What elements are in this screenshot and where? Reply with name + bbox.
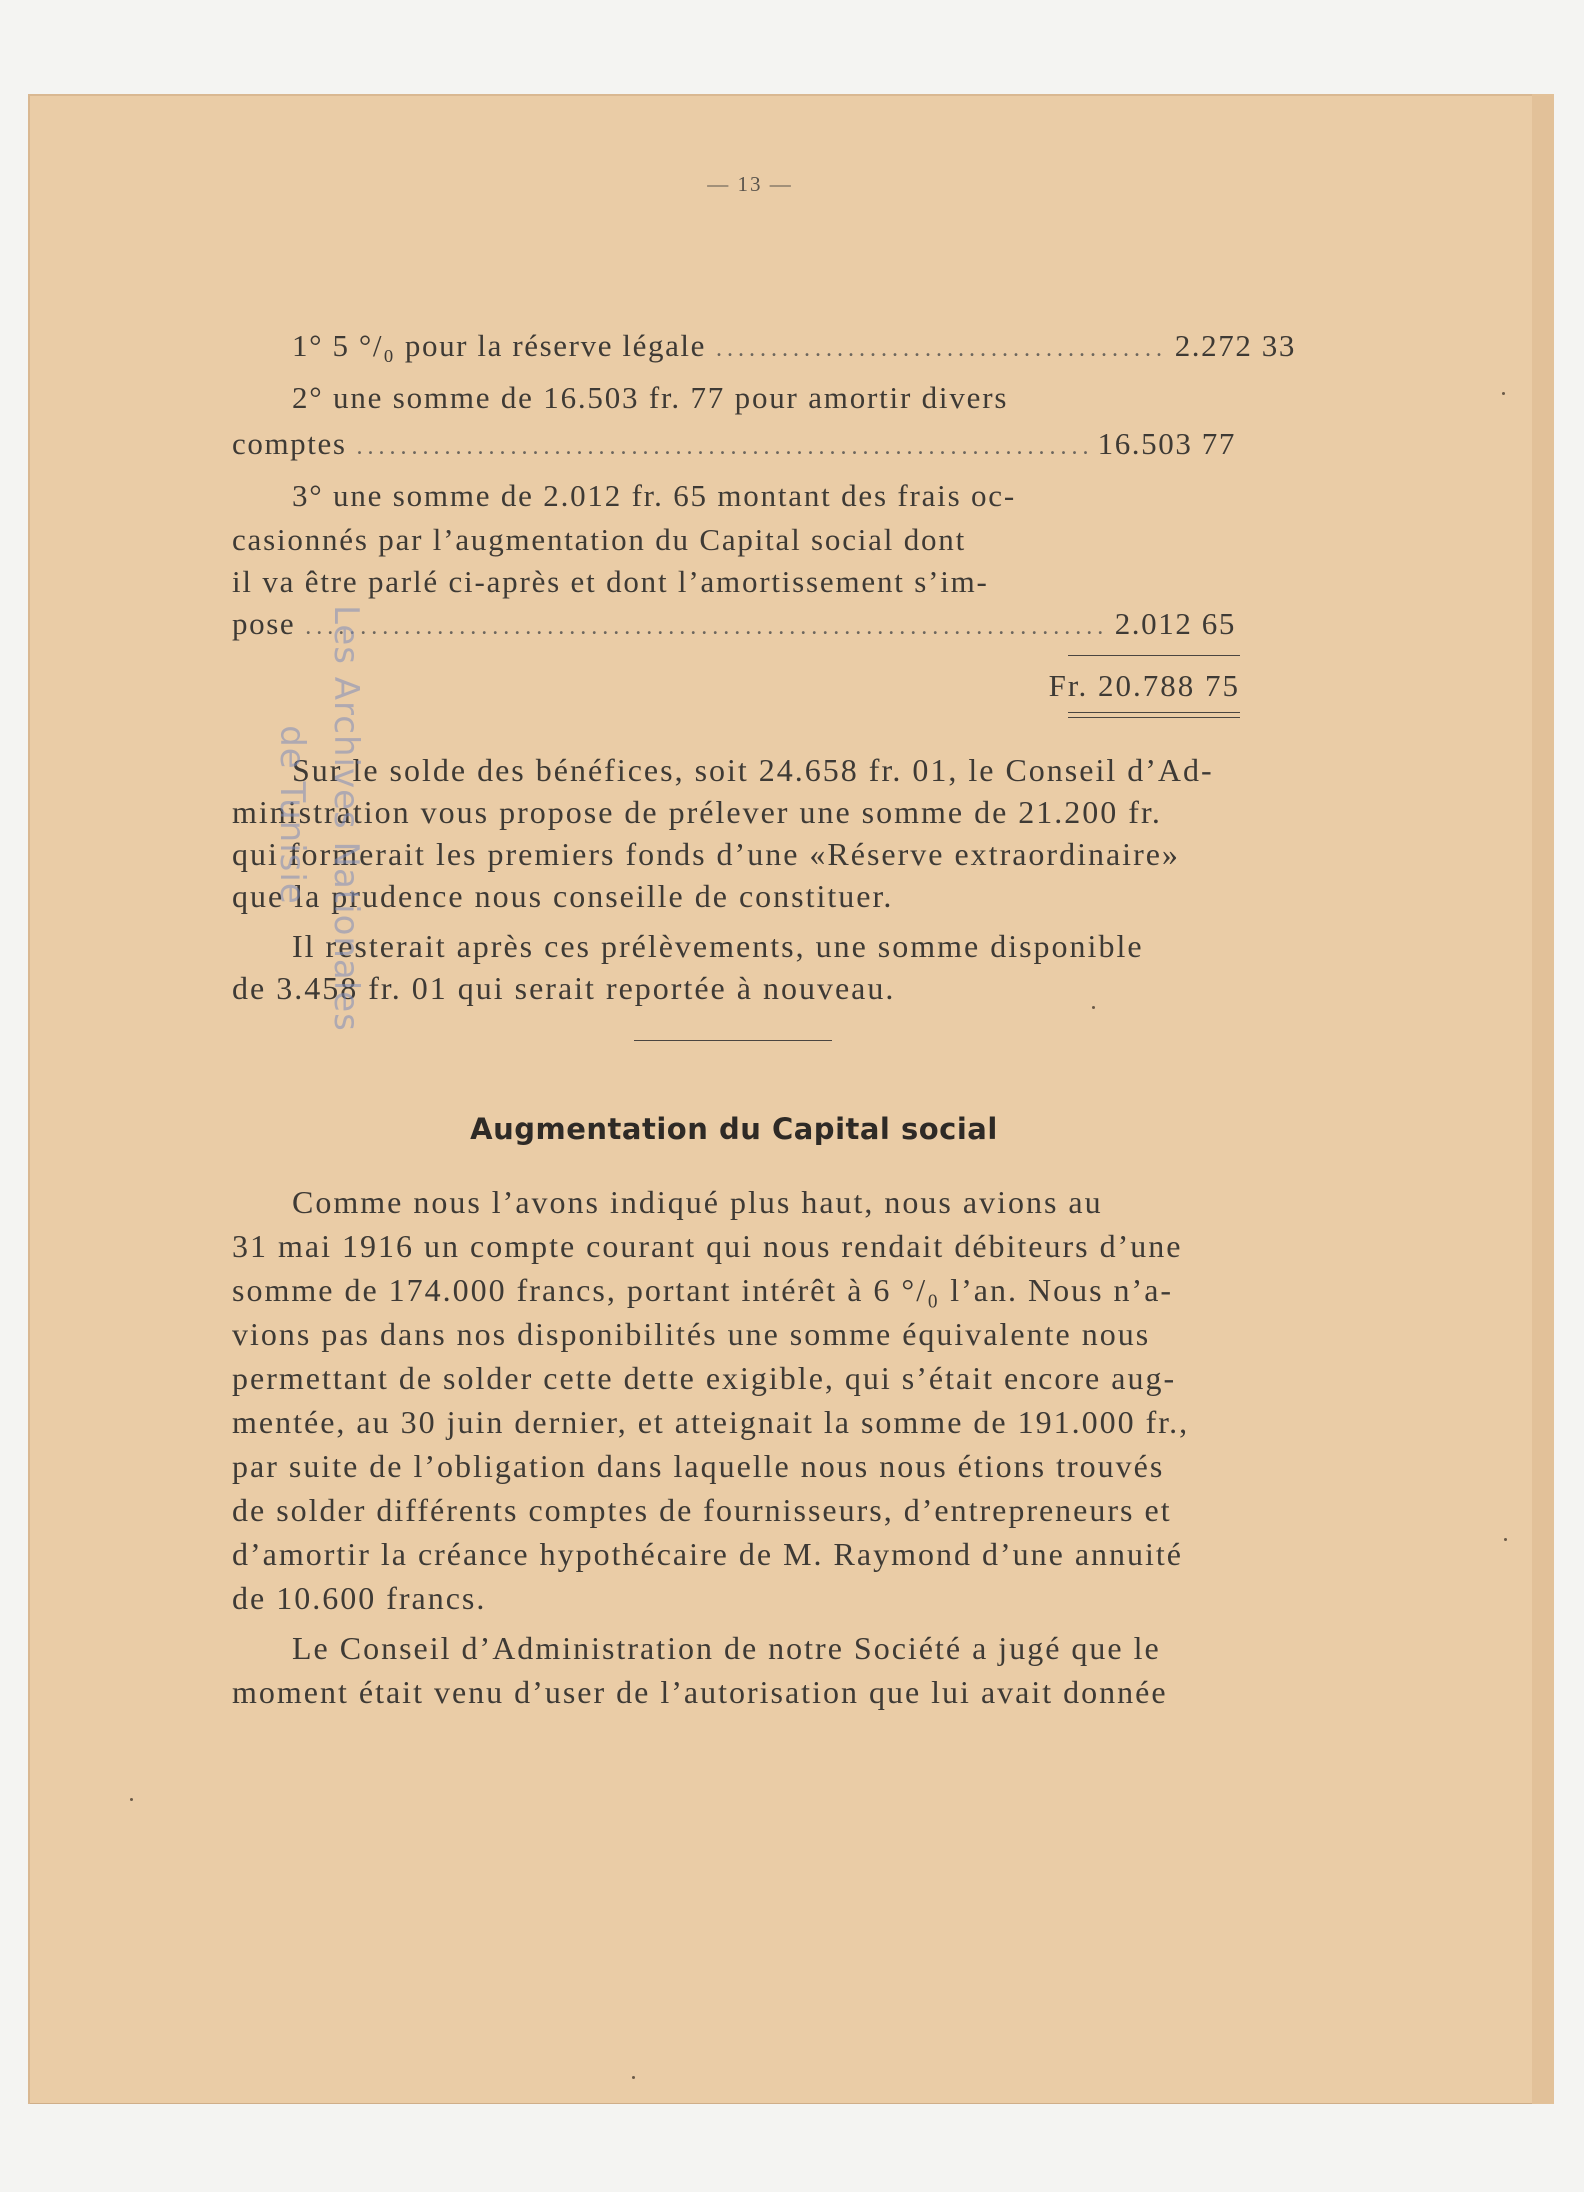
- sum-rule: [1068, 655, 1240, 656]
- ledger-amount: 2.272 33: [1174, 328, 1296, 363]
- ledger-text-line: 3° une somme de 2.012 fr. 65 montant des frais oc-: [292, 478, 1016, 513]
- paragraph-line: somme de 174.000 francs, portant intérêt à 6 °/₀ l’an. Nous n’a-: [232, 1272, 1174, 1308]
- scan-speck: [1504, 1538, 1507, 1541]
- paragraph-line: de 3.458 fr. 01 qui serait reportée à nouveau.: [232, 970, 896, 1006]
- ledger-total: Fr. 20.788 75: [1048, 668, 1240, 703]
- paragraph-line: de solder différents comptes de fournisseurs, d’entrepreneurs et: [232, 1492, 1172, 1528]
- paragraph-line: Il resterait après ces prélèvements, une somme disponible: [292, 928, 1144, 964]
- ledger-text-line: casionnés par l’augmentation du Capital social dont: [232, 522, 967, 557]
- paragraph-line: par suite de l’obligation dans laquelle nous nous étions trouvés: [232, 1448, 1165, 1484]
- paragraph-line: Le Conseil d’Administration de notre Société a jugé que le: [292, 1630, 1161, 1666]
- stamp-line: de Tunisie: [272, 725, 312, 905]
- ledger-row-comptes: [232, 426, 1236, 466]
- page-number: — 13 —: [707, 172, 793, 196]
- paragraph-line: 31 mai 1916 un compte courant qui nous rendait débiteurs d’une: [232, 1228, 1183, 1264]
- scan-speck: [1502, 392, 1505, 395]
- dot-leader: [716, 336, 1165, 363]
- ledger-text-line: 2° une somme de 16.503 fr. 77 pour amortir divers: [292, 380, 1009, 415]
- ledger-row-pose: [232, 606, 1236, 646]
- ledger-row-reserve-legale: [232, 328, 1296, 368]
- ledger-amount: 2.012 65: [1114, 606, 1236, 641]
- paragraph-line: Comme nous l’avons indiqué plus haut, nous avions au: [292, 1184, 1103, 1220]
- paragraph-line: de 10.600 francs.: [232, 1580, 487, 1616]
- ledger-label: 1° 5 °/₀ pour la réserve légale: [292, 328, 707, 363]
- paragraph-line: mentée, au 30 juin dernier, et atteignait la somme de 191.000 fr.,: [232, 1404, 1190, 1440]
- paragraph-line: permettant de solder cette dette exigible, qui s’était encore aug-: [232, 1360, 1177, 1396]
- ledger-label: comptes: [232, 426, 347, 461]
- paragraph-line: moment était venu d’user de l’autorisation que lui avait donnée: [232, 1674, 1168, 1710]
- ledger-amount: 16.503 77: [1097, 426, 1236, 461]
- paragraph-line: d’amortir la créance hypothécaire de M. Raymond d’une annuité: [232, 1536, 1183, 1572]
- paragraph-line: que la prudence nous conseille de constituer.: [232, 878, 894, 914]
- scan-speck: [632, 2076, 635, 2079]
- scan-speck: [130, 1798, 133, 1801]
- paragraph-line: vions pas dans nos disponibilités une somme équivalente nous: [232, 1316, 1151, 1352]
- paragraph-line: ministration vous propose de prélever une somme de 21.200 fr.: [232, 794, 1162, 830]
- archive-stamp: [223, 605, 373, 1032]
- section-heading: Augmentation du Capital social: [470, 1112, 998, 1146]
- dot-leader: [305, 614, 1104, 641]
- dot-leader: [357, 434, 1088, 461]
- section-separator: [634, 1040, 832, 1041]
- ledger-text-line: il va être parlé ci-après et dont l’amortissement s’im-: [232, 564, 989, 599]
- paragraph-line: qui formerait les premiers fonds d’une «Réserve extraordinaire»: [232, 836, 1180, 872]
- total-double-rule: [1068, 712, 1240, 718]
- paragraph-line: Sur le solde des bénéfices, soit 24.658 fr. 01, le Conseil d’Ad-: [292, 752, 1214, 788]
- page-edge: [1532, 94, 1554, 2104]
- stamp-line: Les Archives Nationales: [326, 605, 366, 1032]
- ledger-label: pose: [232, 606, 296, 641]
- scan-speck: [1092, 1006, 1095, 1009]
